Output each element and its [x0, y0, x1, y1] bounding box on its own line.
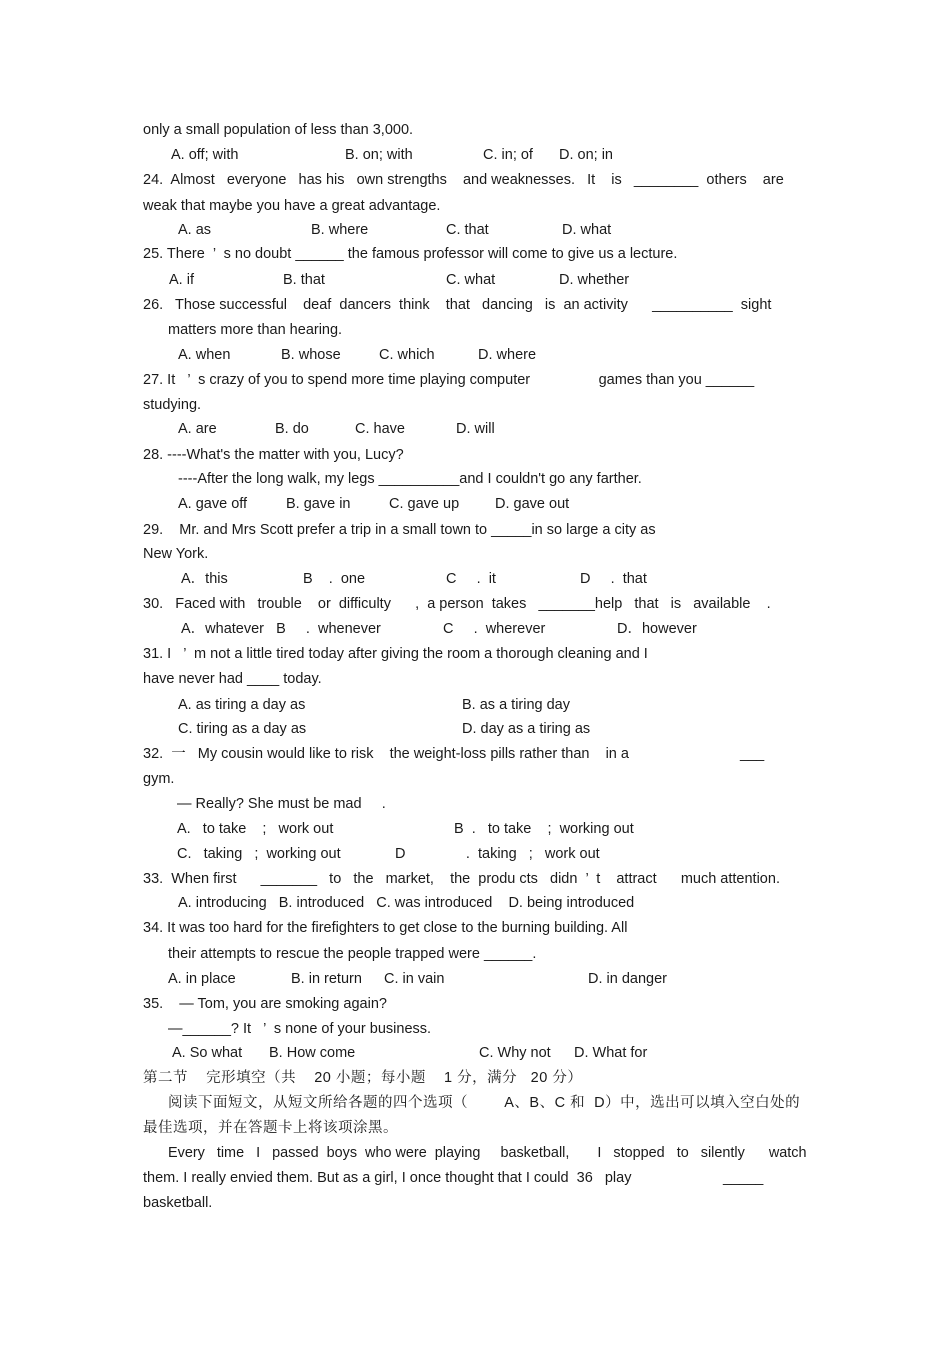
q31-stem-cont: have never had ____ today.: [143, 671, 322, 687]
q26-option-b: B. whose: [281, 347, 341, 363]
q30-option-ab: A．whatever B . whenever: [181, 621, 381, 637]
q25-option-c: C. what: [446, 272, 496, 288]
q24-option-c: C. that: [446, 222, 489, 238]
q24-stem-cont: weak that maybe you have a great advantage.: [143, 198, 441, 214]
q26-option-a: A. when: [178, 347, 231, 363]
q24-option-a: A. as: [178, 222, 212, 238]
q34-stem-cont: their attempts to rescue the people trapped were ______.: [168, 946, 537, 962]
q24-option-d: D. what: [562, 222, 612, 238]
q33-options: A. introducing B. introduced C. was introduced D. being introduced: [178, 895, 635, 911]
q26-stem: 26. Those successful deaf dancers think that dancing is an activity __________ sight: [143, 297, 772, 313]
q31-option-d: D. day as a tiring as: [462, 721, 591, 737]
q32-option-a: A. to take ; work out: [177, 821, 334, 837]
q34-option-a: A. in place: [168, 971, 236, 987]
q35-option-b: B. How come: [269, 1045, 356, 1061]
q33-stem: 33. When first _______ to the market, the produ cts didn ’ t attract much attention.: [143, 871, 780, 887]
q31-option-c: C. tiring as a day as: [178, 721, 307, 737]
q28-option-c: C. gave up: [389, 496, 460, 512]
q32-blank: ___: [740, 746, 765, 762]
q26-stem-cont: matters more than hearing.: [168, 322, 343, 338]
q34-option-b: B. in return: [291, 971, 362, 987]
q25-stem: 25. There ’ s no doubt ______ the famous professor will come to give us a lecture.: [143, 246, 678, 262]
q32-reply: — Really? She must be mad .: [177, 796, 386, 812]
q28-stem: 28. ----What's the matter with you, Lucy?: [143, 447, 404, 463]
q29-stem-cont: New York.: [143, 546, 209, 562]
q26-option-d: D. where: [478, 347, 537, 363]
q24-option-b: B. where: [311, 222, 369, 238]
passage-blank-36: _____: [723, 1170, 764, 1186]
q23-continuation: only a small population of less than 3,000.: [143, 122, 414, 138]
passage-line-3: basketball.: [143, 1195, 213, 1211]
q35-stem: 35. — Tom, you are smoking again?: [143, 996, 387, 1012]
q35-reply: —______? It ’ s none of your business.: [168, 1021, 432, 1037]
passage-line-2: them. I really envied them. But as a girl, I once thought that I could 36 play: [143, 1170, 632, 1186]
q32-stem: 32. 一 My cousin would like to risk the weight-loss pills rather than in a: [143, 746, 629, 762]
section-2-heading: 第二节 完形填空（共 20 小题；每小题 1 分，满分 20 分）: [143, 1070, 583, 1086]
q24-stem: 24. Almost everyone has his own strengths and weaknesses. It is ________ others are: [143, 172, 784, 188]
q23-option-a: A. off; with: [171, 147, 239, 163]
q25-option-b: B. that: [283, 272, 325, 288]
q34-stem: 34. It was too hard for the firefighters to get close to the burning building. All: [143, 920, 628, 936]
q27-option-d: D. will: [456, 421, 495, 437]
q23-option-d: D. on; in: [559, 147, 613, 163]
q26-option-c: C. which: [379, 347, 435, 363]
q27-option-c: C. have: [355, 421, 405, 437]
q34-option-c: C. in vain: [384, 971, 445, 987]
q29-option-a: A．this: [181, 571, 228, 587]
passage-line-1: Every time I passed boys who were playing basketball, I stopped to silently watch: [168, 1145, 807, 1161]
q35-option-d: D. What for: [574, 1045, 648, 1061]
q31-option-a: A. as tiring a day as: [178, 697, 306, 713]
q31-option-b: B. as a tiring day: [462, 697, 570, 713]
q32-option-d: D . taking ; work out: [395, 846, 600, 862]
q30-stem: 30. Faced with trouble or difficulty , a person takes _______help that is available .: [143, 596, 771, 612]
cloze-instructions: 阅读下面短文，从短文所给各题的四个选项（ A、B、C 和 D）中，选出可以填入空白处的: [168, 1095, 801, 1111]
q27-stem: 27. It ’ s crazy of you to spend more time playing computer games than you ______: [143, 372, 755, 388]
q23-option-b: B. on; with: [345, 147, 413, 163]
q28-stem-cont: ----After the long walk, my legs __________and I couldn't go any farther.: [178, 471, 642, 487]
q31-stem: 31. I ’ m not a little tired today after giving the room a thorough cleaning and I: [143, 646, 648, 662]
q25-option-a: A. if: [169, 272, 194, 288]
q27-option-b: B. do: [275, 421, 309, 437]
q32-option-c: C. taking ; working out: [177, 846, 341, 862]
q29-option-d: D . that: [580, 571, 647, 587]
q35-option-a: A. So what: [172, 1045, 243, 1061]
q35-option-c: C. Why not: [479, 1045, 551, 1061]
q30-option-d: D．however: [617, 621, 697, 637]
q28-option-a: A. gave off: [178, 496, 248, 512]
q27-stem-cont: studying.: [143, 397, 202, 413]
q28-option-d: D. gave out: [495, 496, 570, 512]
q28-option-b: B. gave in: [286, 496, 351, 512]
cloze-instructions-cont: 最佳选项，并在答题卡上将该项涂黑。: [143, 1120, 398, 1136]
q32-option-b: B . to take ; working out: [454, 821, 634, 837]
q27-option-a: A. are: [178, 421, 217, 437]
q29-option-b: B . one: [303, 571, 366, 587]
q25-option-d: D. whether: [559, 272, 630, 288]
q32-stem-cont: gym.: [143, 771, 175, 787]
q30-option-c: C . wherever: [443, 621, 546, 637]
q29-option-c: C . it: [446, 571, 496, 587]
q23-option-c: C. in; of: [483, 147, 533, 163]
q34-option-d: D. in danger: [588, 971, 667, 987]
q29-stem: 29. Mr. and Mrs Scott prefer a trip in a small town to _____in so large a city as: [143, 522, 656, 538]
